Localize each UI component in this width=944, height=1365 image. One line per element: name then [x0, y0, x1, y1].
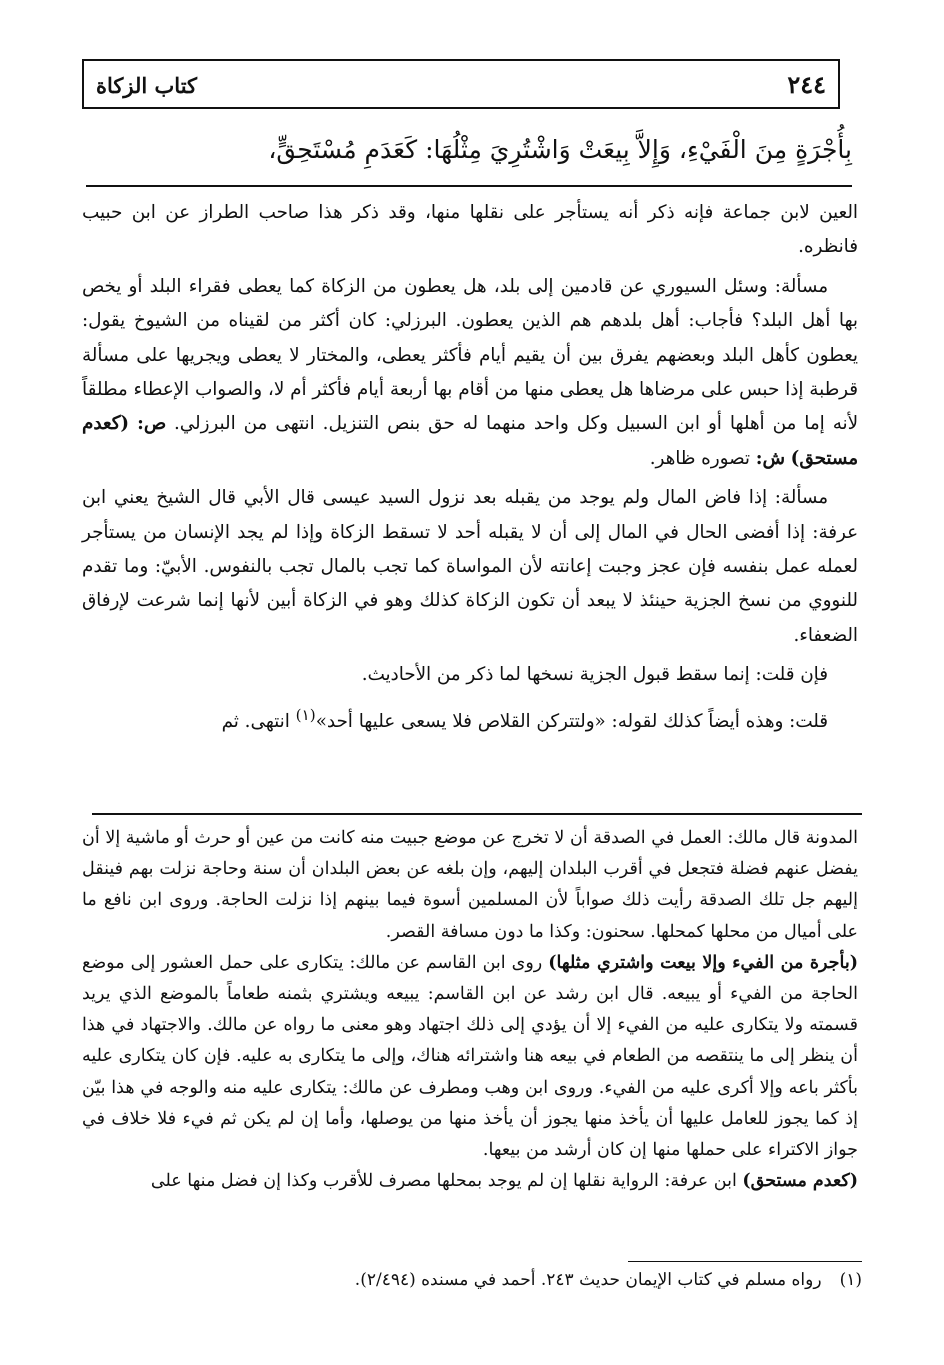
paragraph-text: تصوره ظاهر. — [649, 447, 750, 469]
running-title: كتاب الزكاة — [96, 73, 198, 98]
commentary-paragraph — [82, 270, 858, 476]
page-number: ٢٤٤ — [787, 70, 826, 99]
page-header — [82, 59, 840, 109]
separator-rule-middle — [92, 813, 862, 815]
paragraph-text: ابن عرفة: الرواية نقلها إن لم يوجد بمحلها مصرف للأقرب وكذا إن فضل منها على — [150, 1171, 737, 1192]
sharh-paragraph: المدونة قال مالك: العمل في الصدقة أن لا تخرج عن موضع جبيت منه كانت من عين أو حرث أو ماشية إلا أن يفضل عنهم فضلة فتجعل في أقرب البلدان إليهم، وإن بلغه عن بعض البلدان أن سنة وحاجة نزلت بهم فينقل إليهم جل تلك الصدقة رأيت ذلك صواباً لأن المسلمين أسوة فيما بينهم إذا نزلت الحاجة. وروى ابن نافع ما على أميال من محلها كمحلها. سحنون: وكذا ما دون مسافة القصر. — [82, 828, 858, 942]
matn-quote: (كعدم مستحق) — [82, 413, 858, 469]
separator-rule-top — [86, 185, 852, 187]
commentary-paragraph: فإن قلت: إنما سقط قبول الجزية نسخها لما ذكر من الأحاديث. — [361, 664, 828, 686]
footnote-text: رواه مسلم في كتاب الإيمان حديث ٢٤٣. أحمد في مسنده (٢/٤٩٤). — [354, 1270, 822, 1290]
sharh-paragraph — [82, 1166, 858, 1197]
paragraph-text: انتهى. ثم — [221, 710, 290, 732]
commentary-paragraph: مسألة: إذا فاض المال ولم يوجد من يقبله بعد نزول السيد عيسى قال الأبي قال الشيخ يعني ابن عرفة: إذا أفضى الحال في المال إلى أن لا يقبله أحد لا تسقط الزكاة وإذا لم يجد الإنسان من يستأجر لعمله عمل بنفسه فإن عجز وجبت إعانته لأن المواساة كما تجب بالمال تجب بالنفوس. الأبيّ: وما تقدم للنووي من نسخ الجزية حينئذ لا يبعد أن تكون الزكاة كذلك وهو في الزكاة أبين لأنها إنما شرعت لإرفاق الضعفاء. — [82, 487, 858, 646]
paragraph-text: روى ابن القاسم عن مالك: يتكارى على حمل العشور إلى موضع الحاجة من الفيء أو يبيعه. قال ابن رشد عن ابن القاسم: يبيعه ويشتري بثمنه طعاماً بالموضع الذي يريد قسمته ولا يتكارى عليه من الفيء إلا أن يؤدي إلى ذلك اجتهاد وهو معنى ما رواه عن مالك. والاجتهاد في هذا أن ينظر إلى ما ينتقصه من الطعام في بيعه هنا واشترائه هناك، وإلى ما يتكارى به عليه. فإن كان يتكارى عليه بأكثر باعه وإلا أكرى عليه من الفيء. وروى ابن وهب ومطرف عن مالك: يتكارى عليه منه والوجه في هذا بيّن إذ كما يجوز للعامل عليها أن يأخذ منها يجوز أن يأخذ منها من يوصلها، وأما إن لم يكن ثم فيء فلا خلاف في جواز الاكتراء على حملها منها إن كان أرشد من بيعها. — [82, 952, 858, 1161]
commentary-section — [82, 196, 858, 744]
footnote — [250, 1265, 862, 1295]
paragraph-text: مسألة: وسئل السيوري عن قادمين إلى بلد، هل يعطون من الزكاة كما يعطى فقراء البلد أو يخص بها أهل البلد؟ فأجاب: أهل بلدهم هم الذين يعطون. البرزلي: كان أكثر من لقيناه من الشيوخ يقول: يعطون كأهل البلد وبعضهم يفرق بين أن يقيم أيام فأكثر يعطى، والمختار لا يعطى ويجريها على مسألة قرطبة إذا حبس على مرضاها هل يعطى منها من أقام بها أربعة أيام فأكثر أم لا، والصواب الإعطاء مطلقاً لأنه إما من أهلها أو ابن السبيل وكل واحد منهما له حق بنص التنزيل. انتهى من البرزلي. — [82, 275, 859, 435]
label-sad: ص: — [137, 413, 166, 435]
sharh-paragraph — [82, 948, 858, 1166]
commentary-paragraph: العين لابن جماعة فإنه ذكر أنه يستأجر على نقلها منها، وقد ذكر هذا صاحب الطراز عن ابن حبيب فانظره. — [82, 202, 858, 258]
paragraph-text: قلت: وهذه أيضاً كذلك لقوله: «ولتتركن القلاص فلا يسعى عليها أحد» — [315, 710, 828, 732]
matn-quote: (كعدم مستحق) — [742, 1171, 858, 1192]
sharh-section — [82, 823, 858, 1197]
commentary-paragraph — [82, 698, 858, 740]
footnote-number: (١) — [839, 1270, 862, 1290]
label-shin: ش: — [755, 447, 785, 469]
matn-line: بِأُجْرَةٍ مِنَ الْفَيْءِ، وَإِلاَّ بِيعَتْ وَاشْتُرِيَ مِثْلُهَا: كَعَدَمِ مُسْتَحِقٍّ، — [268, 135, 852, 164]
footnote-reference: (١) — [295, 705, 316, 724]
footnote-rule — [628, 1261, 862, 1262]
matn-quote: (بأجرة من الفيء وإلا بيعت واشتري مثلها) — [548, 952, 858, 973]
